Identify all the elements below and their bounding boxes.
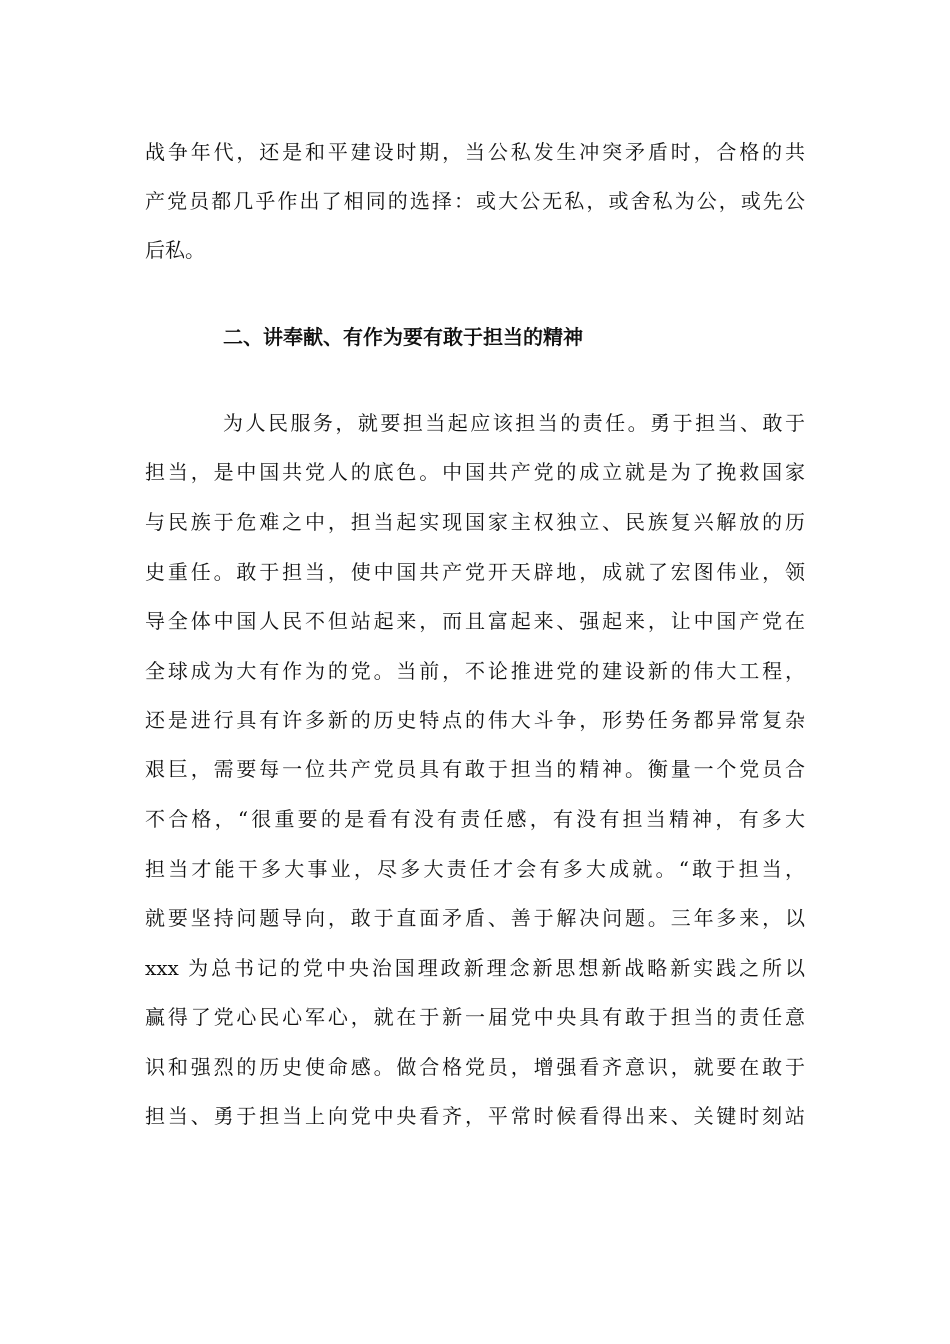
paragraph-line: 识和强烈的历史使命感。做合格党员，增强看齐意识，就要在敢于 — [145, 1055, 805, 1079]
paragraph-line: 为人民服务，就要担当起应该担当的责任。勇于担当、敢于 — [223, 411, 805, 435]
paragraph-line: 后私。 — [145, 238, 205, 262]
paragraph-line: 不合格，“很重要的是看有没有责任感，有没有担当精神，有多大 — [145, 807, 805, 831]
paragraph-line: 担当、勇于担当上向党中央看齐，平常时候看得出来、关键时刻站 — [145, 1104, 805, 1128]
paragraph-line: 战争年代，还是和平建设时期，当公私发生冲突矛盾时，合格的共 — [145, 140, 805, 164]
paragraph-line: xxx 为总书记的党中央治国理政新理念新思想新战略新实践之所以 — [145, 956, 805, 980]
paragraph-line: 担当，是中国共党人的底色。中国共产党的成立就是为了挽救国家 — [145, 460, 805, 484]
paragraph-line: 担当才能干多大事业，尽多大责任才会有多大成就。“敢于担当， — [145, 857, 805, 881]
section-heading: 二、讲奉献、有作为要有敢于担当的精神 — [223, 325, 583, 349]
paragraph-line: 还是进行具有许多新的历史特点的伟大斗争，形势任务都异常复杂 — [145, 708, 805, 732]
paragraph-line: 艰巨，需要每一位共产党员具有敢于担当的精神。衡量一个党员合 — [145, 757, 805, 781]
paragraph-line: 就要坚持问题导向，敢于直面矛盾、善于解决问题。三年多来，以 — [145, 906, 805, 930]
paragraph-line: 赢得了党心民心军心，就在于新一届党中央具有敢于担当的责任意 — [145, 1005, 805, 1029]
paragraph-line: 导全体中国人民不但站起来，而且富起来、强起来，让中国产党在 — [145, 609, 805, 633]
paragraph-line: 产党员都几乎作出了相同的选择：或大公无私，或舍私为公，或先公 — [145, 189, 805, 213]
paragraph-line: 史重任。敢于担当，使中国共产党开天辟地，成就了宏图伟业，领 — [145, 560, 805, 584]
paragraph-line: 全球成为大有作为的党。当前，不论推进党的建设新的伟大工程， — [145, 659, 805, 683]
paragraph-line: 与民族于危难之中，担当起实现国家主权独立、民族复兴解放的历 — [145, 510, 805, 534]
